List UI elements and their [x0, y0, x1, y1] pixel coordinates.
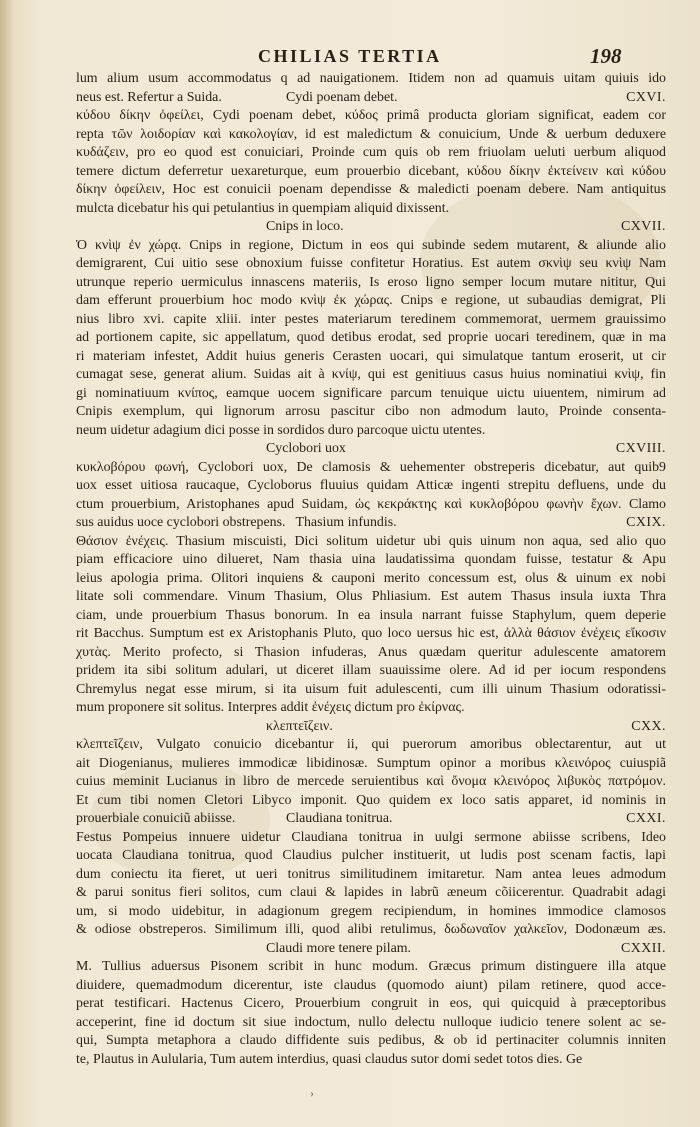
text-line: & odiose obstreperos. Similimum illi, quod alibi retulimus, δωδωναῖον χαλκεῖον, Dodonæum æs.: [76, 922, 666, 937]
text-line: cumagat sese, generat alium. Suidas ait à κνίψ, qui est genitiuus casus huius nominatiui κνὶψ, fin: [76, 367, 666, 382]
text-line: Cnipis exemplum, qui lignorum arrosu pascitur cibo non admodum lauto, Proinde consenta-: [76, 404, 666, 419]
page-header: [0, 44, 700, 70]
line-tail-text: [76, 940, 266, 959]
text-line: perat testificari. Hactenus Cicero, Prouerbium congruit in eos, qui quicquid à præceptoribus: [76, 996, 666, 1011]
text-line: litate soli commendare. Vinum Thasium, Olus Phliasium. Est autem Thasus insula iuxta Thra: [76, 589, 666, 604]
adage-heading-line: [76, 810, 666, 829]
text-line: κυδάζειν, pro eo quod est conuiciari, Proinde cum quis ob rem friuolam ueluti uerbum aliquod: [76, 145, 666, 160]
text-line: δίκην ὀφείλειν, Hoc est conuicii poenam dependisse & maledicti poenam debere. Nam antiquitus: [76, 182, 666, 197]
text-line: qui, Sumpta metaphora a claudo diffidente suis pedibus, & ob id pertinaciter columnis inniten: [76, 1033, 666, 1048]
page-gutter-shadow: [0, 0, 14, 1127]
text-line: dum coniectu ita fieret, ut ueri tonitrus similitudinem imitaretur. Nam antea leues admodum: [76, 866, 666, 882]
text-line: repta τῶν λοιδορίαν καὶ κακολογίαν, id est maledictum & conuicium, Unde & uerbum deduxere: [76, 126, 666, 142]
adage-title: Cyclobori uox: [266, 441, 346, 456]
text-line: κυκλοβόρου φωνή, Cyclobori uox, De clamosis & uehementer obstreperis dicebatur, aut quib9: [76, 459, 666, 475]
line-tail-text: prouerbiale conuiciũ abiisse.: [76, 811, 236, 826]
adage-title: Thasium infundis.: [295, 515, 397, 530]
text-line: uox esset uitiosa raucaque, Cycloborus fluuius quidam Atticæ ingenti strepitu defluens, unde du: [76, 478, 666, 493]
text-line: pridem ita sibi solitum adulari, ut diceret illam suauissime olere. Ad id per iocum respondens: [76, 663, 666, 678]
adage-title: Cnips in loco.: [266, 219, 344, 234]
line-tail-text: [76, 440, 266, 459]
text-line: ctum prouerbium, Aristophanes apud Suidam, ὡς κεκράκτης καὶ κυκλοβόρου φωνὴν ἔχων. Clamo: [76, 496, 666, 512]
text-line: mulcta dicebatur his qui petulantius in quempiam aliquid dixissent.: [76, 200, 450, 216]
adage-heading-line: [76, 940, 666, 959]
text-line: mum proponere sit solitus. Interpres addit ἐνέχεις dictum pro ἐκίρνας.: [76, 700, 465, 715]
text-line: nius libro xvi. capite xliii. inter pestes materiarum teredinem commemorat, uermem grauissimo: [76, 311, 666, 327]
text-line: ri materiam infestet, Addit huius generis Cerasten uocari, qui simulatque tantum eroserit, ut cir: [76, 348, 666, 364]
adage-heading-line: [76, 218, 666, 237]
text-line: rit Bacchus. Sumptum est ex Aristophanis Pluto, quo loco uersus hic est, ἀλλὰ θάσιον ἐνέχεις εἴκοσιν: [76, 626, 666, 641]
text-block: [76, 70, 666, 1069]
text-line: ait Diogenianus, mulieres immodicæ libidinosæ. Sumptum opinor a moribus κλεινόρος cuiuspiã: [76, 755, 666, 771]
text-line: Chremylus negat esse mirum, si ita uisum fuit adulescenti, cum illi uinum Thasium odoratissi-: [76, 681, 666, 697]
adage-title: Claudi more tenere pilam.: [266, 940, 412, 956]
text-line: diuidere, quemadmodum dicerentur, iste claudus (quomodo aiunt) pilam retinere, quod acce-: [76, 977, 666, 993]
text-line: κύδου δίκην ὀφείλει, Cydi poenam debet, κύδος primâ producta gloriam significat, eadem cor: [76, 108, 666, 123]
text-line: neum uidetur adagium dici posse in sordidos duro parcoque uictu utentes.: [76, 422, 486, 438]
adage-number: CXVIII.: [615, 441, 666, 456]
running-head: CHILIAS TERTIA: [258, 46, 442, 66]
text-line: & parui sonitus fieri solitos, cum claui & lapides in labrũ æneum cõiicerentur. Quadrabit adagi: [76, 885, 666, 900]
adage-heading-line: [76, 89, 666, 108]
text-line: dam efferunt prouerbium hoc modo κνὶψ ἐκ χώρας. Cnips e regione, ut subaudias demigrat, Pli: [76, 293, 666, 308]
line-tail-text: neus est. Refertur a Suida.: [76, 89, 222, 105]
text-line: um, si modo uidebitur, in adagionum gregem recipiendum, in homines immodice clamosos: [76, 903, 666, 919]
adage-number: CXIX.: [626, 515, 666, 530]
adage-heading-line: [76, 514, 666, 533]
text-line: Ὁ κνὶψ ἐν χώρᾳ. Cnips in regione, Dictum in eos qui subinde sedem mutarent, & aliunde alio: [76, 237, 666, 253]
text-line: gi nominatiuum κνίπος, eamque uocem significare parcum tenuique uictu uiuentem, nimirum ad: [76, 385, 666, 401]
line-tail-text: sus auidus uoce cyclobori obstrepens.: [76, 515, 286, 530]
text-line: demigrarent, Cui uitio sese obnoxium fuisse confitetur Horatius. Est autem σκνὶψ seu κνὶψ Nam: [76, 256, 666, 271]
adage-number: CXX.: [631, 718, 666, 734]
signature-mark: ›: [310, 1086, 314, 1100]
text-line: te, Plautus in Aulularia, Tum autem interdius, quasi claudus sutor domi sedet totos dies. Ge: [76, 1051, 583, 1067]
text-line: M. Tullius aduersus Pisonem scribit in hunc modum. Græcus primum distinguere illa atque: [76, 959, 666, 974]
line-tail-text: [76, 718, 266, 737]
text-line: Festus Pompeius innuere uidetur Claudiana tonitrua in uulgi sermone abiisse scribens, Ideo: [76, 829, 666, 845]
adage-heading-line: [76, 718, 666, 737]
text-line: utrunque reperio uermiculus innascens materiis, Is eroso ligno semper locum mutare nititur, Qui: [76, 274, 666, 290]
text-line: lum alium usum accommodatus q ad nauigationem. Itidem non ad quamuis uitam quiuis ido: [76, 71, 666, 86]
text-line: κλεπτεῖζειν, Vulgato conuicio dicebantur ii, qui puerorum amoribus oblectarentur, aut ut: [76, 737, 666, 752]
adage-title: Claudiana tonitrua.: [286, 811, 393, 826]
adage-number: CXXI.: [626, 811, 666, 826]
line-tail-text: [76, 218, 266, 237]
text-line: acceperint, fine id doctum sit siue indoctum, nullo delectu nulloque iudicio tenere solent ac se-: [76, 1014, 666, 1030]
adage-title: κλεπτεῖζειν.: [266, 718, 333, 734]
text-line: ciam, unde prouerbium Thasus bonorum. In ea insula narrant fuisse Staphylum, quem deperie: [76, 607, 666, 623]
text-line: ad portionem capite, sic appellatum, quod detibus erodat, sed proprie uocari teredinem, quæ in ma: [76, 330, 666, 345]
adage-number: CXXII.: [620, 940, 666, 956]
text-line: temere dictum deferretur uexareturque, eum prouerbio dicebant, κύδου δίκην ἐκτείνειν καὶ κύδου: [76, 163, 666, 179]
text-line: piam efficaciore uino dilueret, Nam thasia uina laudatissima quondam fuisse, testatur & Apu: [76, 552, 666, 567]
adage-number: CXVII.: [620, 219, 666, 234]
adage-number: CXVI.: [626, 89, 666, 105]
page-number: 198: [590, 44, 622, 68]
adage-title: Cydi poenam debet.: [286, 89, 398, 105]
text-line: Et cum tibi nomen Cletori Libyco imponit. Quo quidem ex loco satis apparet, id nominis in: [76, 792, 666, 808]
text-line: Θάσιον ἐνέχεις. Thasium miscuisti, Dici solitum uidetur ubi quis uinum non aqua, sed alio quo: [76, 533, 666, 549]
text-line: leius apologia prima. Olitori inquiens & cauponi merito concessum est, olus & uinum ex nobi: [76, 570, 666, 586]
text-line: χυτὰς. Merito profecto, si Thasion infuderas, Anus quædam queritur adulescente amatorem: [76, 644, 666, 660]
text-line: uocata Claudiana tonitrua, quod Claudius pulcher instituerit, ut ludis post scenam factis, lapi: [76, 848, 666, 863]
text-line: cuius meminit Lucianus in libro de mercede seruientibus καὶ ὄνομα κλεινόρος λιβυκὸς πατρόμον.: [76, 774, 666, 789]
adage-heading-line: [76, 440, 666, 459]
